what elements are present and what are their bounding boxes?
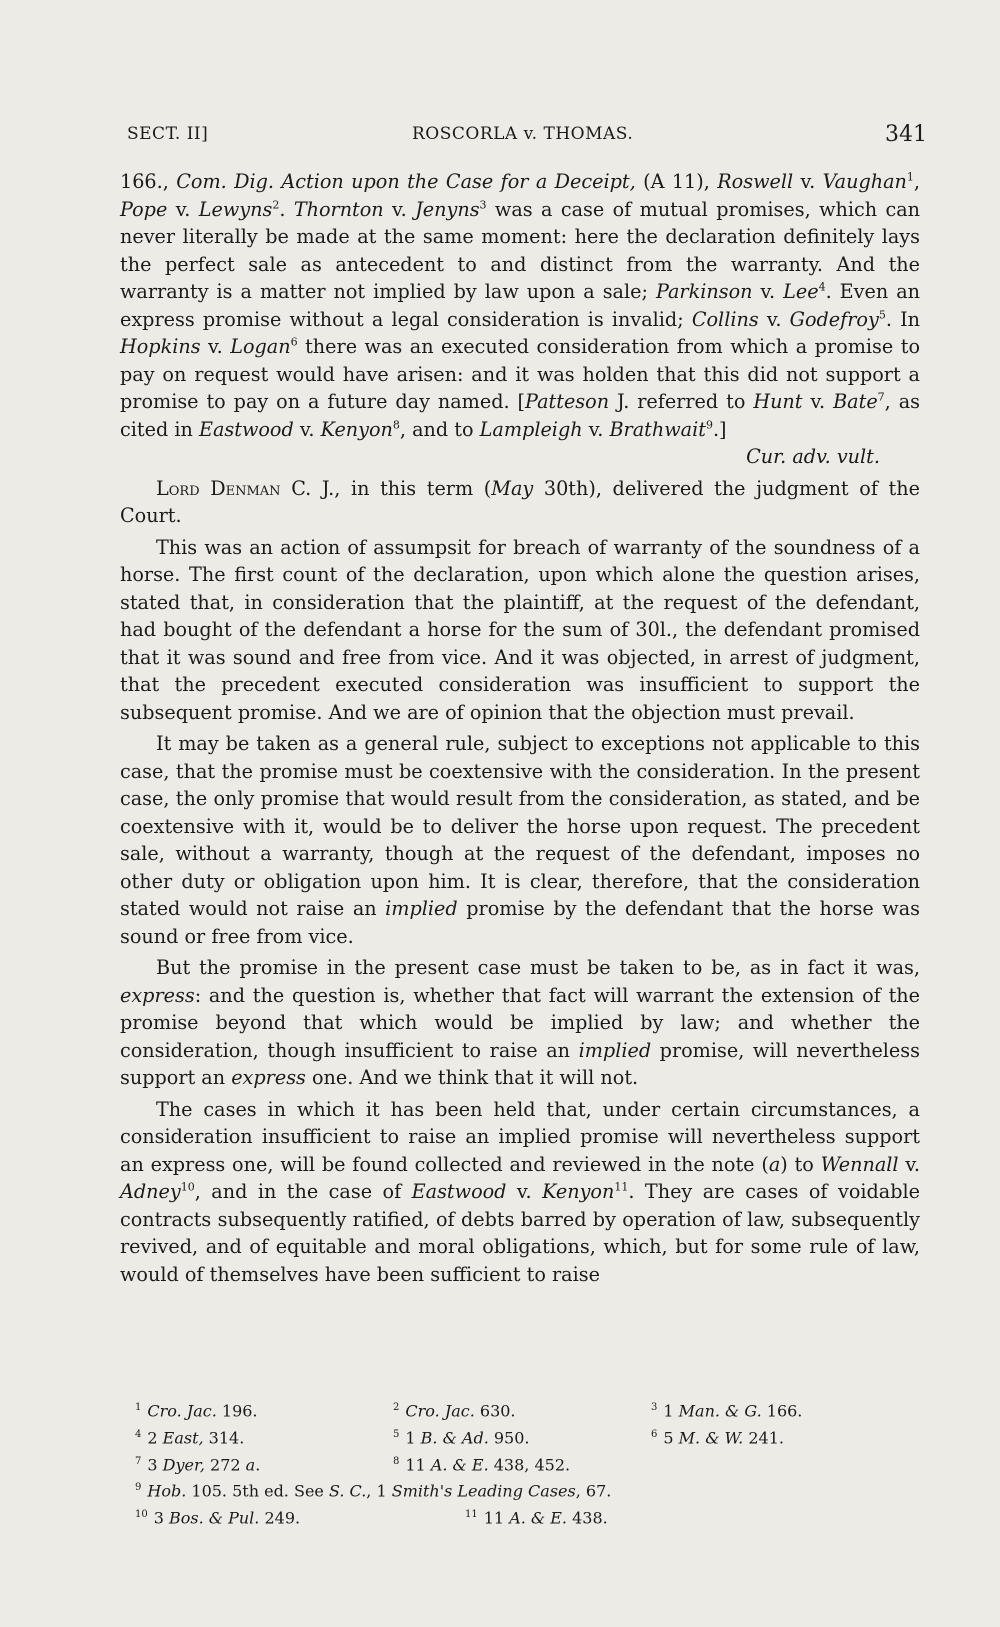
text-run: Smith's Leading Cases: [391, 1481, 576, 1501]
text-run: C. J., in this term (: [280, 476, 492, 500]
footnote-ref: 11: [614, 1180, 629, 1194]
case-title: ROSCORLA v. THOMAS.: [412, 124, 634, 144]
text-run: A. & E.: [509, 1508, 568, 1528]
footnotes: [135, 1396, 835, 1530]
case-name: Lee: [783, 280, 819, 303]
paragraph-judgment-intro: [120, 475, 920, 530]
text-run: 166.,: [120, 170, 177, 193]
case-name: Godefroy: [789, 307, 879, 331]
page-number: 341: [885, 122, 927, 147]
text-run: promise by the defendant that the horse was sound or free from vice.: [120, 897, 920, 948]
case-name: Hopkins: [120, 335, 201, 358]
text-run: . Even an express promise without a legal consideration is invalid;: [120, 280, 921, 331]
running-header: [127, 116, 927, 156]
text-run: May: [491, 476, 534, 500]
footnote-row: [135, 1450, 835, 1477]
text-run: promise, will nevertheless support an: [120, 1038, 920, 1089]
citation: Com. Dig. Action upon the Case for a Deceipt,: [176, 170, 636, 193]
footnote-ref: 5: [878, 308, 886, 322]
case-name: Brathwait: [609, 417, 706, 441]
text-run: , as cited in: [120, 390, 920, 441]
text-run: 950.: [488, 1428, 530, 1448]
footnote-5: [393, 1423, 651, 1450]
text-run: v.: [200, 335, 231, 358]
text-run: 3: [147, 1454, 163, 1474]
text-run: was a case of mutual promises, which can never literally be made at the same moment: here the declaration definitely lays the perfect sale as antecedent to and distinct from the warranty. And the warranty is a matter not implied by law upon a sale;: [120, 197, 921, 303]
text-run: 30th), delivered the judgment of the Court.: [120, 476, 920, 527]
footnote-number: 5: [393, 1428, 400, 1440]
footnote-ref: 3: [479, 198, 487, 212]
case-name: Wennall: [820, 1152, 899, 1176]
text-run: 105. 5th ed. See: [186, 1481, 329, 1501]
text-run: J. referred to: [609, 390, 754, 413]
footnote-6: [651, 1423, 835, 1450]
text-run: A. & E.: [430, 1454, 489, 1474]
footnote-number: 11: [465, 1509, 478, 1521]
text-run: 630.: [474, 1401, 516, 1421]
text-run: Cro. Jac.: [147, 1401, 217, 1421]
case-name: Logan: [230, 335, 291, 358]
text-run: East,: [162, 1428, 204, 1448]
text-run: v.: [898, 1152, 920, 1176]
judge-name: Lord Denman: [156, 476, 281, 500]
footnote-ref: 6: [290, 335, 298, 349]
paragraph-argument: [120, 168, 920, 443]
text-run: . In: [885, 307, 921, 331]
curia-advisari-vult: [120, 443, 920, 471]
text-run: v.: [293, 417, 321, 441]
text-run: , 67.: [575, 1481, 612, 1501]
text-run: 196.: [216, 1401, 258, 1421]
text-run: express: [120, 983, 195, 1007]
text-run: v.: [506, 1180, 543, 1203]
paragraph-action: This was an action of assumpsit for breach of warranty of the soundness of a horse. The first count of the declaration, upon which alone the question arises, stated that, in consideration that the plaintiff, at the request of the defendant, had bought of the defendant a horse for the sum of 30l., the defendant promised that it was sound and free from vice. And it was objected, in arrest of judgment, that the precedent executed consideration was insufficient to support the subsequent promise. And we are of opinion that the objection must prevail.: [120, 535, 920, 724]
text-run: 438.: [567, 1508, 608, 1528]
text-run: v.: [752, 280, 784, 303]
footnote-11: [465, 1503, 608, 1530]
footnote-ref: 1: [906, 170, 914, 184]
main-text: [120, 168, 920, 1288]
text-run: 5: [663, 1428, 679, 1448]
case-name: Vaughan: [822, 170, 907, 193]
text-run: .]: [712, 417, 727, 441]
case-name: Jenyns: [415, 197, 480, 221]
text-run: 11: [405, 1454, 431, 1474]
footnote-row: [135, 1503, 835, 1530]
text-run: v.: [802, 390, 834, 413]
text-run: , 1: [366, 1481, 392, 1501]
case-name: Parkinson: [655, 280, 753, 303]
footnote-row: [135, 1423, 835, 1450]
footnote-ref: 8: [392, 418, 400, 432]
footnote-row: [135, 1396, 835, 1423]
text-run: (A 11),: [635, 170, 718, 193]
text-run: v.: [167, 197, 199, 221]
footnote-ref: 9: [705, 418, 713, 432]
footnote-2: [393, 1396, 651, 1423]
text-run: Hob.: [147, 1481, 187, 1501]
text-run: But the promise in the present case must be taken to be, as in fact it was,: [156, 956, 920, 979]
text-run: 3: [153, 1508, 169, 1528]
footnote-10: [135, 1503, 465, 1530]
text-run: a: [768, 1152, 781, 1176]
text-run: v.: [758, 307, 790, 331]
judge-name: Patteson: [525, 390, 610, 413]
footnote-number: 1: [135, 1402, 142, 1413]
text-run: ) to: [780, 1152, 821, 1176]
footnote-3: [651, 1396, 835, 1423]
case-name: Eastwood: [198, 417, 294, 441]
footnote-number: 2: [393, 1402, 400, 1413]
case-name: Lewyns: [198, 197, 273, 221]
text-run: Cro. Jac.: [405, 1401, 475, 1421]
case-name: Eastwood: [411, 1180, 507, 1203]
text-run: ,: [913, 170, 921, 193]
footnote-number: 6: [651, 1428, 658, 1440]
text-run: B. & Ad.: [420, 1428, 489, 1448]
case-name: Lampleigh: [479, 417, 583, 441]
paragraph-general-rule: [120, 730, 920, 950]
text-run: 2: [147, 1428, 163, 1448]
case-name: Collins: [691, 307, 759, 331]
text-run: , and in the case of: [194, 1180, 412, 1203]
footnote-ref: 4: [818, 280, 826, 294]
footnote-4: [135, 1423, 393, 1450]
case-name: Roswell: [717, 170, 794, 193]
footnote-ref: 7: [877, 390, 885, 404]
text-run: : and the question is, whether that fact will warrant the extension of the promise beyond that which would be implied by law; and whether the consideration, though insufficient to raise an: [120, 983, 920, 1062]
text-run: 11: [483, 1508, 510, 1528]
text-run: implied: [385, 897, 458, 920]
case-name: Thornton: [293, 197, 384, 221]
case-name: Kenyon: [320, 417, 393, 441]
text-run: .: [279, 197, 294, 221]
footnote-ref: 2: [272, 198, 280, 212]
case-name: Pope: [120, 197, 168, 221]
case-name: Kenyon: [542, 1180, 615, 1203]
footnote-ref: 10: [180, 1180, 195, 1194]
text-run: 249.: [259, 1508, 301, 1528]
text-run: It may be taken as a general rule, subject to exceptions not applicable to this case, that the promise must be coextensive with the consideration. In the present case, the only promise that would result from the consideration, as stated, and be coextensive with it, would be to deliver the horse upon request. The precedent sale, without a warranty, though at the request of the defendant, imposes no other duty or obligation upon him. It is clear, therefore, that the consideration stated would not raise an: [120, 732, 920, 920]
text-run: there was an executed consideration from which a promise to pay on request would have arisen: and it was holden that this did not support a promise to pay on a future day named. [: [120, 335, 920, 413]
footnote-9: [135, 1476, 611, 1503]
text-run: v.: [582, 417, 610, 441]
text-run: v.: [793, 170, 823, 193]
section-label: SECT. II]: [127, 124, 209, 144]
text-run: The cases in which it has been held that, under certain circumstances, a consideration insufficient to raise an implied promise will nevertheless support an express one, will be found collected and reviewed in the note (: [120, 1097, 920, 1176]
footnote-8: [393, 1450, 651, 1477]
text-run: S. C.: [328, 1481, 367, 1501]
footnote-7: [135, 1450, 393, 1477]
case-name: Hunt: [753, 390, 803, 413]
paragraph-cases: [120, 1096, 920, 1289]
text-run: express: [231, 1066, 306, 1089]
paragraph-express-promise: [120, 954, 920, 1092]
text-run: one. And we think that it will not.: [305, 1066, 639, 1089]
text-run: implied: [578, 1038, 652, 1062]
text-run: .: [255, 1454, 261, 1474]
footnote-1: [135, 1396, 393, 1423]
text-run: Cur. adv. vult.: [746, 445, 880, 468]
text-run: 438, 452.: [488, 1454, 571, 1474]
case-name: Bate: [833, 390, 878, 413]
footnote-number: 9: [135, 1482, 142, 1494]
text-run: 241.: [743, 1428, 784, 1448]
text-run: , and to: [399, 417, 480, 441]
footnote-row: [135, 1476, 835, 1503]
text-run: 314.: [203, 1428, 245, 1448]
text-run: Man. & G.: [678, 1401, 762, 1421]
footnote-number: 8: [393, 1455, 400, 1467]
text-run: Bos. & Pul.: [169, 1508, 260, 1528]
footnote-number: 4: [135, 1428, 142, 1440]
footnote-number: 7: [135, 1455, 142, 1467]
footnote-number: 3: [651, 1402, 658, 1413]
case-name: Adney: [120, 1180, 181, 1203]
footnote-number: 10: [135, 1509, 148, 1521]
text-run: v.: [383, 197, 416, 221]
text-run: 1: [663, 1401, 679, 1421]
text-run: a: [245, 1454, 256, 1474]
text-run: 272: [204, 1454, 246, 1474]
text-run: 1: [405, 1428, 421, 1448]
text-run: M. & W.: [678, 1428, 744, 1448]
text-run: 166.: [761, 1401, 803, 1421]
text-run: . They are cases of voidable contracts subsequently ratified, of debts barred by operation of law, subsequently revived, and of equitable and moral obligations, which, but for some rule of law, would of themselves have been sufficient to raise: [120, 1180, 921, 1286]
text-run: Dyer,: [162, 1454, 205, 1474]
